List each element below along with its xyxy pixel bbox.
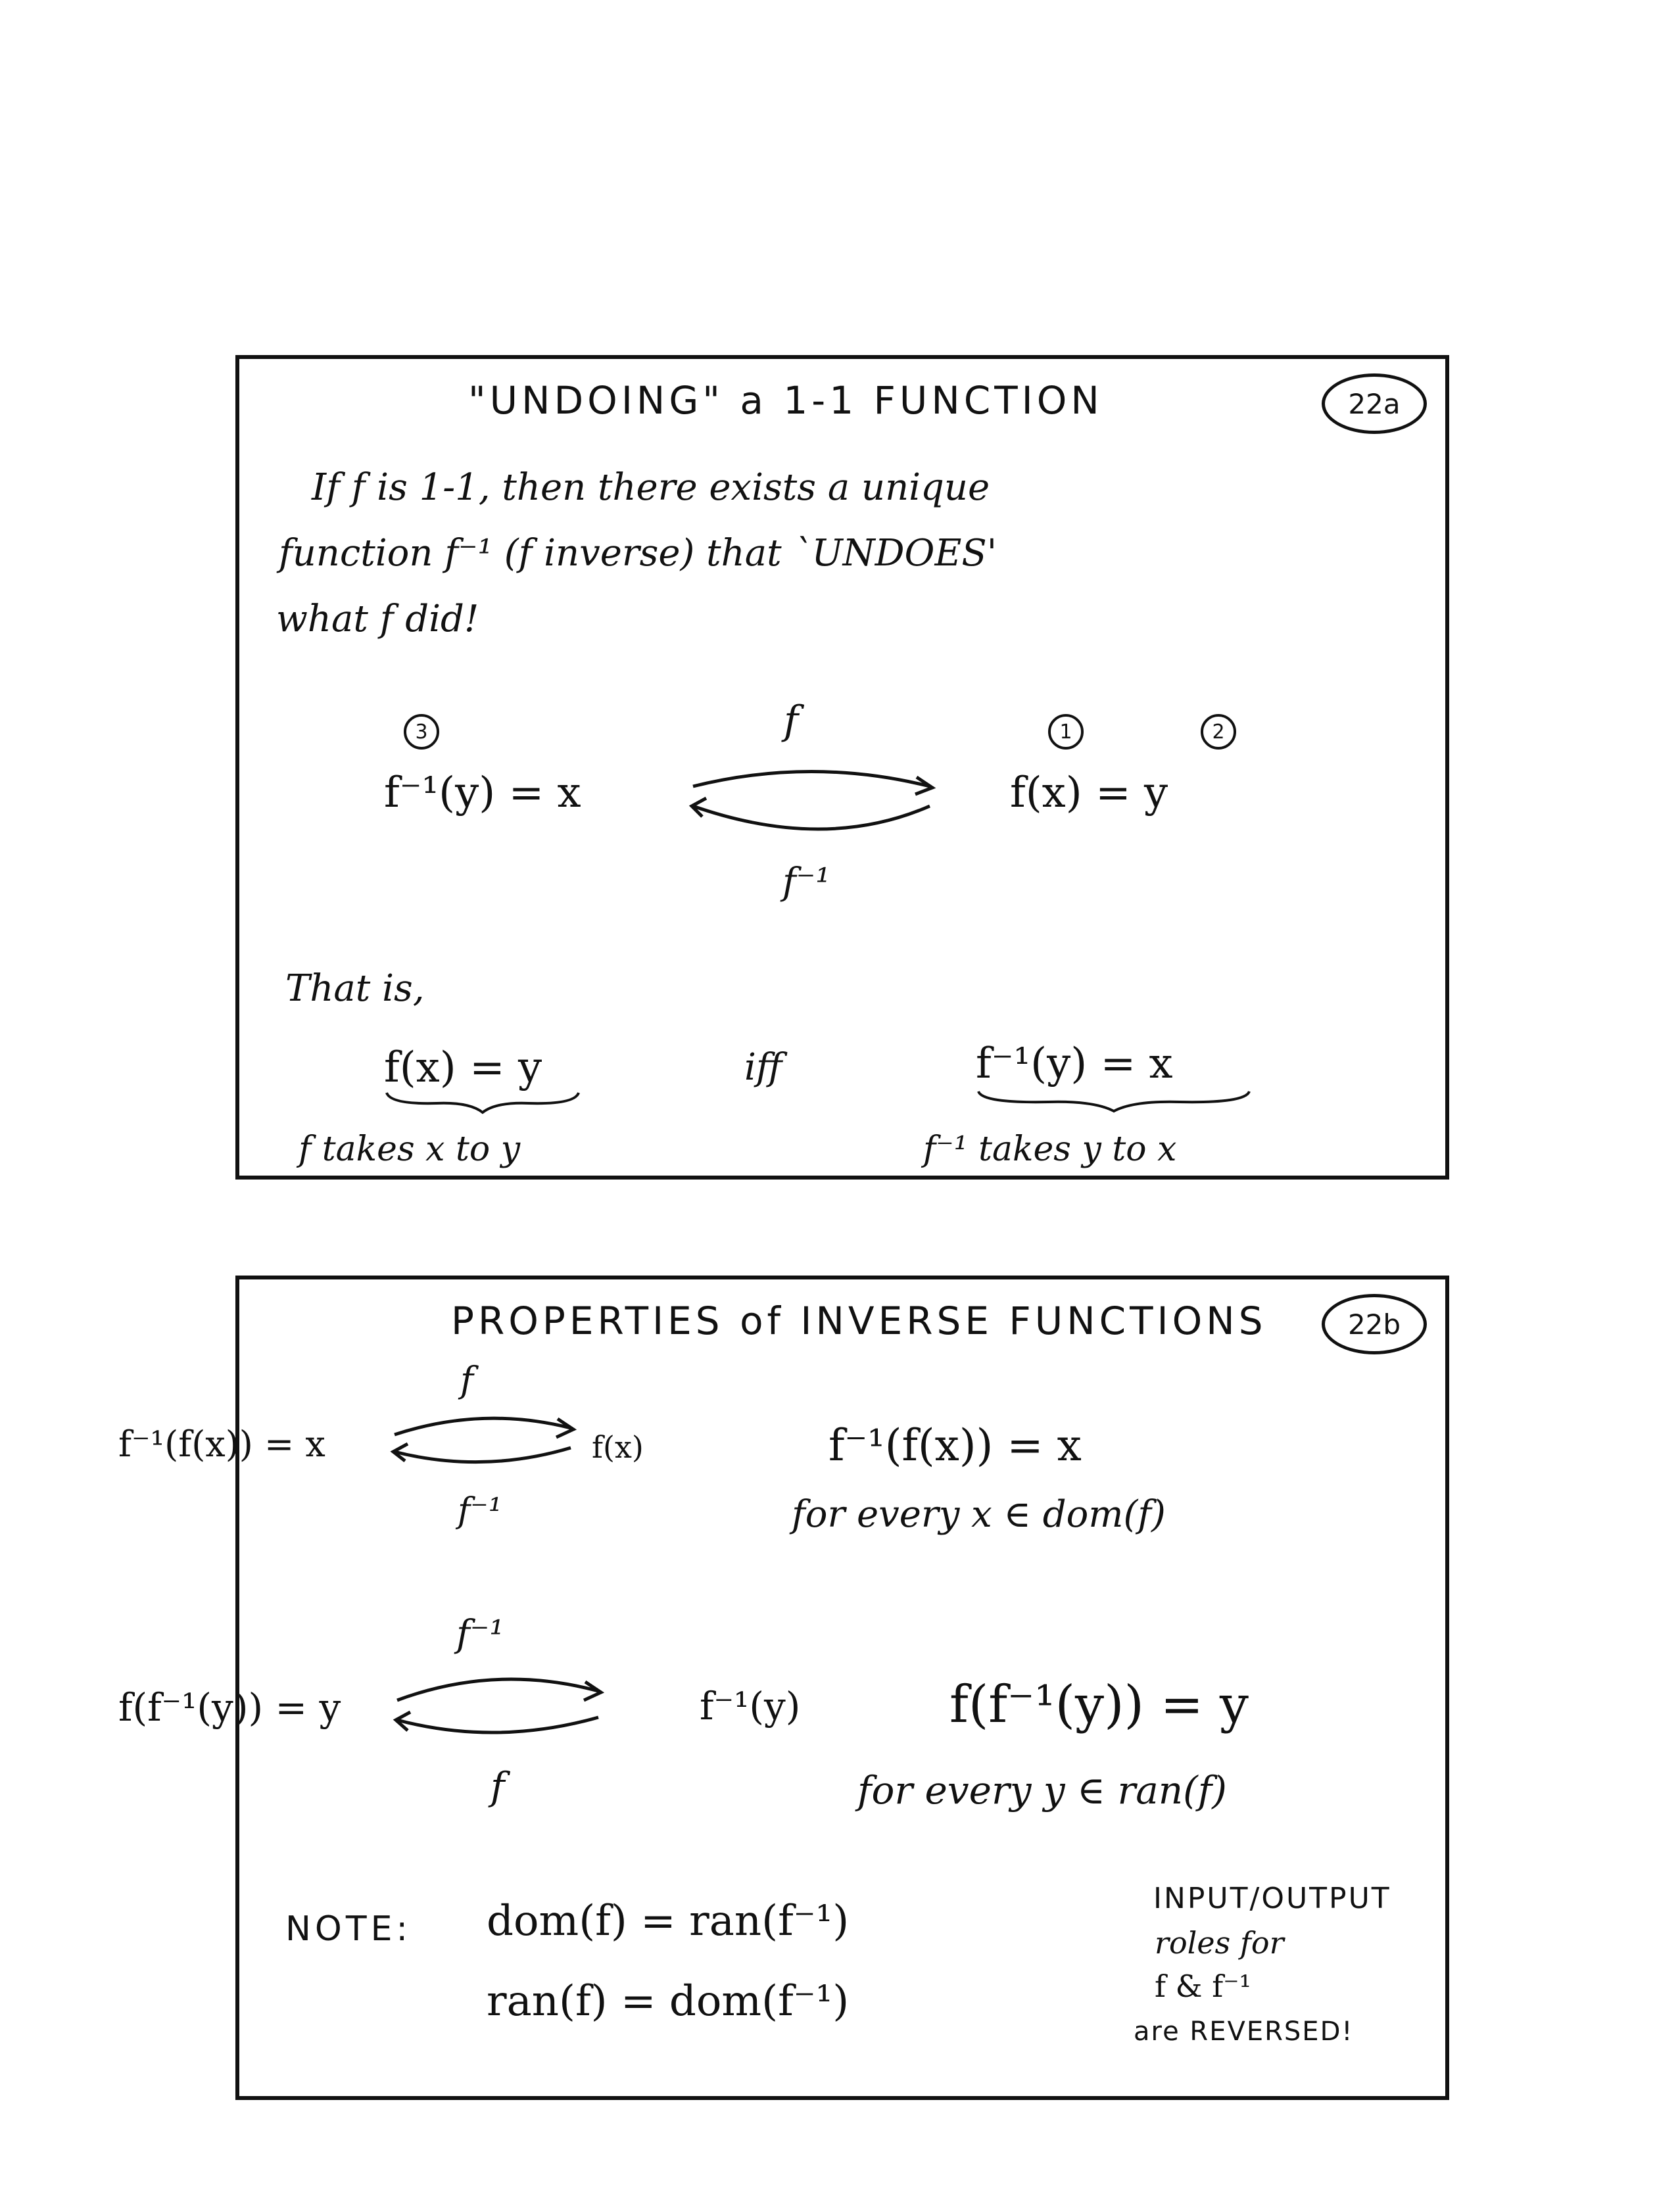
equation-f-of-x: f(x) = y [384,1043,542,1092]
row1-condition: for every x ∈ dom(f) [792,1493,1166,1536]
step-marker-3: 3 [404,714,439,750]
row2-node-f-inverse-of-y: f⁻¹(y) [700,1684,801,1729]
page-badge: 22b [1322,1294,1427,1354]
caption-f-inverse-takes-y-to-x: f⁻¹ takes y to x [923,1130,1177,1169]
row1-composition-left: f⁻¹(f(x)) = x [118,1423,325,1465]
arrow-label-f: f [784,698,799,744]
row2-arrow-label-f-inverse: f⁻¹ [456,1613,504,1656]
row2-identity-equation: f(f⁻¹(y)) = y [949,1675,1249,1734]
row1-mapping-arrows [384,1408,581,1481]
step-marker-2: 2 [1201,714,1236,750]
intro-line-3: what f did! [276,598,479,640]
side-note-line-4: are REVERSED! [1134,2017,1354,2047]
note-label: NOTE: [285,1909,412,1949]
row2-mapping-arrows [384,1667,608,1753]
intro-line-1: If f is 1-1, then there exists a unique [312,466,990,509]
card-title: PROPERTIES of INVERSE FUNCTIONS [451,1299,1267,1343]
row1-node-f-of-x: f(x) [592,1429,644,1465]
iff-label: iff [744,1046,782,1089]
row2-composition-left: f(f⁻¹(y)) = y [118,1685,341,1730]
arrow-label-f-inverse: f⁻¹ [782,861,830,903]
caption-f-takes-x-to-y: f takes x to y [299,1130,521,1169]
function-equation: f(x) = y [1010,769,1168,817]
step-marker-1: 1 [1048,714,1084,750]
inverse-equation: f⁻¹(y) = x [384,769,581,817]
page-badge: 22a [1322,373,1427,434]
note-domain-range-line-2: ran(f) = dom(f⁻¹) [487,1977,850,2026]
row1-arrow-label-f-inverse: f⁻¹ [458,1491,502,1531]
card-title: "UNDOING" a 1-1 FUNCTION [468,378,1103,423]
note-domain-range-line-1: dom(f) = ran(f⁻¹) [487,1897,850,1945]
equation-f-inverse-of-y: f⁻¹(y) = x [976,1039,1173,1088]
intro-line-2: function f⁻¹ (f inverse) that `UNDOES' [279,532,997,575]
row2-arrow-label-f: f [491,1764,505,1809]
row1-identity-equation: f⁻¹(f(x)) = x [828,1420,1082,1471]
that-is-label: That is, [285,967,425,1010]
row1-arrow-label-f: f [460,1359,473,1400]
side-note-line-1: INPUT/OUTPUT [1153,1882,1391,1915]
mapping-arrows-diagram [680,760,956,846]
card-inverse-properties [118,1276,1449,2100]
row2-condition: for every y ∈ ran(f) [857,1768,1227,1813]
card-undoing-function [235,355,1449,1180]
side-note-line-3: f & f⁻¹ [1155,1969,1251,2004]
underbrace-right [976,1089,1252,1115]
side-note-line-2: roles for [1155,1925,1284,1961]
underbrace-left [384,1090,581,1116]
